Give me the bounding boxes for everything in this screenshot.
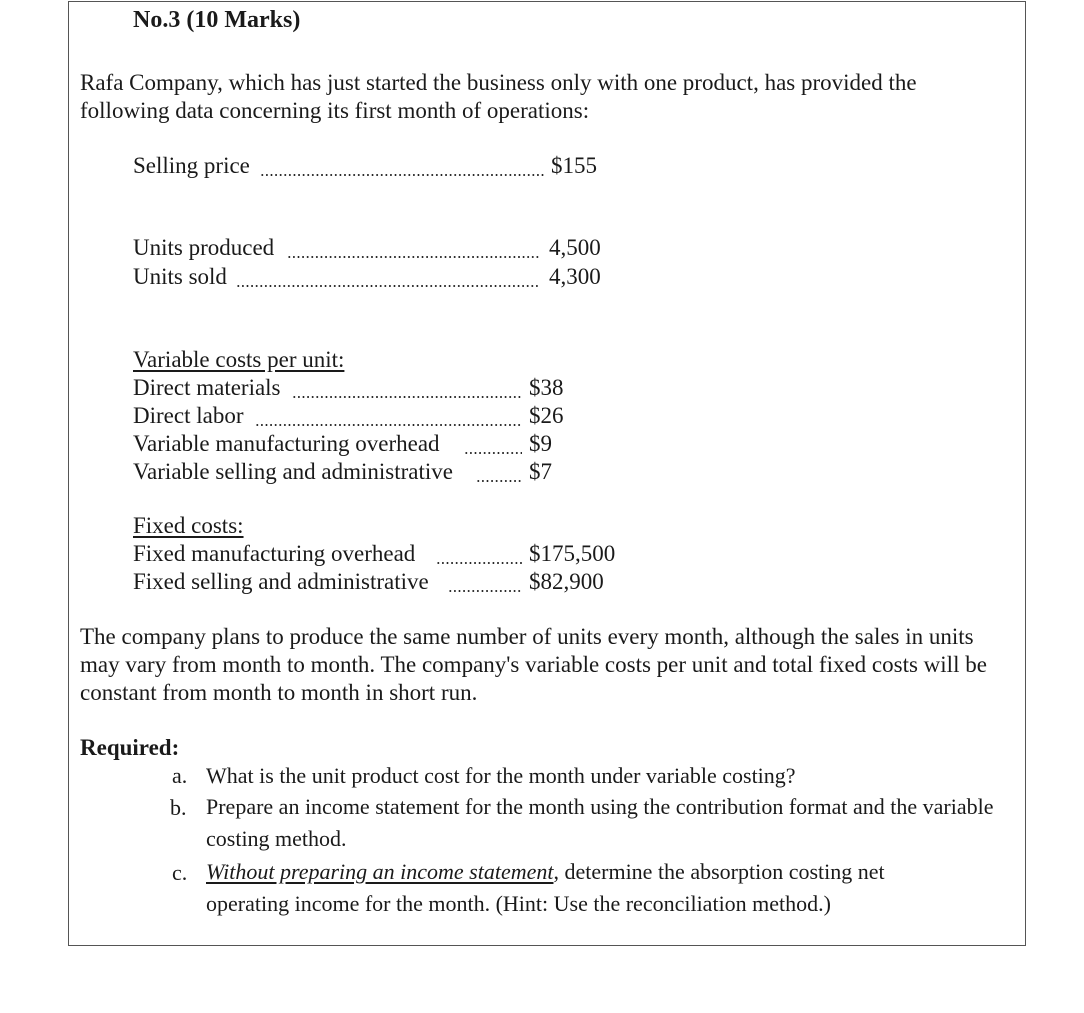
variable-costs-heading: Variable costs per unit: xyxy=(133,347,345,372)
dot-leader xyxy=(255,424,522,426)
selling-price-value: $155 xyxy=(551,153,597,178)
direct-materials-label: Direct materials xyxy=(133,375,281,400)
variable-sga-value: $7 xyxy=(529,459,552,484)
units-produced-label: Units produced xyxy=(133,235,275,260)
intro-paragraph: Rafa Company, which has just started the business only with one product, has provided the following data concerning its first month of operations: xyxy=(80,70,917,123)
fixed-mfg-overhead-label: Fixed manufacturing overhead xyxy=(133,541,416,566)
dot-leader xyxy=(236,285,539,287)
required-item-c-body: , determine the absorption costing net operating income for the month. (Hint: Use the reconciliation method.) xyxy=(206,859,885,916)
variable-mfg-overhead-value: $9 xyxy=(529,431,552,456)
units-produced-value: 4,500 xyxy=(549,235,601,260)
required-item-a-text: What is the unit product cost for the month under variable costing? xyxy=(206,763,796,788)
required-item-c-emphasis: Without preparing an income statement xyxy=(206,859,554,884)
fixed-sga-label: Fixed selling and administrative xyxy=(133,569,429,594)
question-title: No.3 (10 Marks) xyxy=(133,7,301,33)
selling-price-label: Selling price xyxy=(133,153,250,178)
note-paragraph: The company plans to produce the same number of units every month, although the sales in units may vary from month to month. The company's variable costs per unit and total fixed costs will be constant from month to month in short run. xyxy=(80,624,987,705)
required-item-b-marker: b. xyxy=(170,795,187,820)
fixed-mfg-overhead-value: $175,500 xyxy=(529,541,616,566)
direct-materials-value: $38 xyxy=(529,375,564,400)
units-sold-value: 4,300 xyxy=(549,264,601,289)
dot-leader xyxy=(436,562,522,564)
dot-leader xyxy=(260,174,545,176)
required-item-a-marker: a. xyxy=(172,763,188,788)
direct-labor-value: $26 xyxy=(529,403,564,428)
units-sold-label: Units sold xyxy=(133,264,227,289)
dot-leader xyxy=(287,256,539,258)
fixed-sga-value: $82,900 xyxy=(529,569,604,594)
fixed-costs-heading: Fixed costs: xyxy=(133,513,244,538)
variable-sga-label: Variable selling and administrative xyxy=(133,459,453,484)
dot-leader xyxy=(448,590,522,592)
variable-mfg-overhead-label: Variable manufacturing overhead xyxy=(133,431,440,456)
required-item-c-marker: c. xyxy=(172,860,188,885)
direct-labor-label: Direct labor xyxy=(133,403,244,428)
required-item-c-text xyxy=(206,856,966,920)
required-heading: Required: xyxy=(80,735,180,760)
dot-leader xyxy=(464,452,522,454)
required-item-b-text: Prepare an income statement for the month using the contribution format and the variable costing method. xyxy=(206,794,994,851)
dot-leader xyxy=(476,480,522,482)
dot-leader xyxy=(292,396,522,398)
